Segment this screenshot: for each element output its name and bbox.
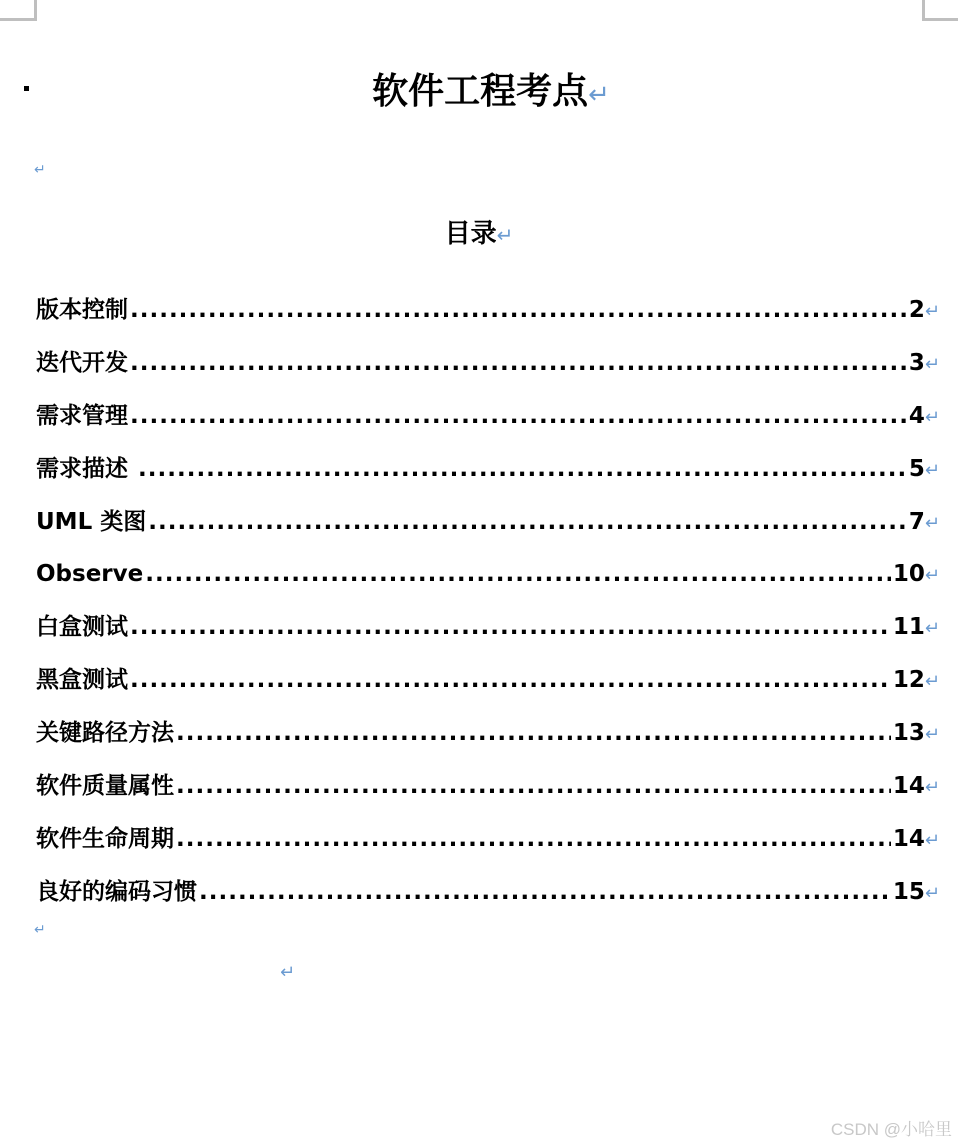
paragraph-mark-icon: ↵ — [924, 353, 940, 375]
toc-entry-label: 需求描述 — [36, 455, 137, 482]
paragraph-mark-icon: ↵ — [924, 565, 940, 587]
toc-entry-label: 黑盒测试 — [36, 667, 128, 694]
crop-mark-top-left — [0, 0, 37, 21]
toc-entry-page: 15 — [892, 878, 925, 905]
toc-heading[interactable] — [0, 214, 958, 255]
toc-entry[interactable] — [36, 760, 940, 813]
paragraph-mark-icon: ↵ — [924, 671, 940, 693]
paragraph-mark-icon: ↵ — [924, 459, 940, 481]
toc-entry-page: 10 — [892, 561, 925, 588]
toc-leader-dots — [130, 654, 891, 706]
toc-leader-dots — [176, 813, 891, 865]
toc-entry[interactable] — [36, 707, 940, 760]
crop-mark-top-right — [922, 0, 958, 21]
toc-entry-label: 迭代开发 — [36, 349, 128, 376]
toc-entry-page: 13 — [892, 720, 925, 747]
paragraph-mark-icon: ↵ — [924, 618, 940, 640]
toc-entry-page: 2 — [908, 297, 925, 323]
paragraph-mark-icon: ↵ — [34, 162, 46, 178]
watermark: CSDN @小哈里 — [830, 1120, 952, 1139]
toc-entry[interactable] — [36, 284, 940, 337]
toc-leader-dots — [176, 707, 891, 759]
toc-entry[interactable] — [36, 601, 940, 654]
toc-entry-page: 7 — [908, 508, 925, 535]
paragraph-mark-icon: ↵ — [34, 922, 46, 938]
toc-entry-page: 12 — [892, 667, 925, 694]
toc-entry-label: 软件生命周期 — [36, 825, 174, 852]
paragraph-mark-icon: ↵ — [924, 724, 940, 746]
toc-entry-page: 4 — [908, 402, 925, 429]
toc-entry[interactable] — [36, 548, 940, 601]
toc-entry-page: 14 — [892, 825, 925, 852]
toc-entry-page: 11 — [892, 614, 925, 641]
paragraph-mark-icon: ↵ — [924, 301, 940, 322]
toc-entry[interactable] — [36, 866, 940, 919]
toc-entry[interactable] — [36, 390, 940, 443]
toc-leader-dots — [130, 284, 907, 336]
paragraph-mark-icon: ↵ — [280, 962, 296, 983]
toc-leader-dots — [176, 760, 891, 812]
paragraph-mark-icon: ↵ — [924, 829, 940, 851]
toc-entry-page: 5 — [908, 455, 925, 482]
paragraph-mark-icon: ↵ — [588, 80, 610, 110]
toc-leader-dots — [130, 337, 907, 389]
toc-entry[interactable] — [36, 496, 940, 549]
toc-entry-label: 关键路径方法 — [36, 720, 174, 747]
table-of-contents — [36, 284, 940, 919]
toc-leader-dots — [138, 443, 907, 495]
paragraph-mark-icon: ↵ — [496, 223, 514, 247]
toc-entry-label: 白盒测试 — [36, 614, 128, 641]
toc-entry-page: 14 — [892, 773, 925, 800]
toc-leader-dots — [148, 496, 907, 548]
toc-entry-label: Observe — [36, 561, 144, 588]
toc-entry[interactable] — [36, 654, 940, 707]
toc-entry[interactable] — [36, 813, 940, 866]
toc-leader-dots — [145, 548, 891, 600]
toc-entry-label: UML 类图 — [36, 508, 147, 535]
toc-heading-text: 目录 — [444, 219, 497, 249]
document-title[interactable] — [0, 66, 958, 121]
toc-leader-dots — [130, 390, 907, 442]
toc-entry-page: 3 — [908, 349, 925, 376]
toc-entry[interactable] — [36, 443, 940, 496]
toc-entry-label: 需求管理 — [36, 402, 128, 429]
toc-leader-dots — [199, 866, 891, 918]
toc-entry-label: 版本控制 — [36, 297, 128, 323]
paragraph-mark-icon: ↵ — [924, 882, 940, 904]
paragraph-mark-icon: ↵ — [924, 512, 940, 534]
paragraph-mark-icon: ↵ — [924, 406, 940, 428]
paragraph-mark-icon: ↵ — [924, 777, 940, 799]
toc-entry-label: 良好的编码习惯 — [36, 878, 197, 905]
toc-leader-dots — [130, 601, 891, 653]
toc-entry-label: 软件质量属性 — [36, 773, 174, 800]
document-title-text: 软件工程考点 — [372, 71, 589, 112]
toc-entry[interactable] — [36, 337, 940, 390]
